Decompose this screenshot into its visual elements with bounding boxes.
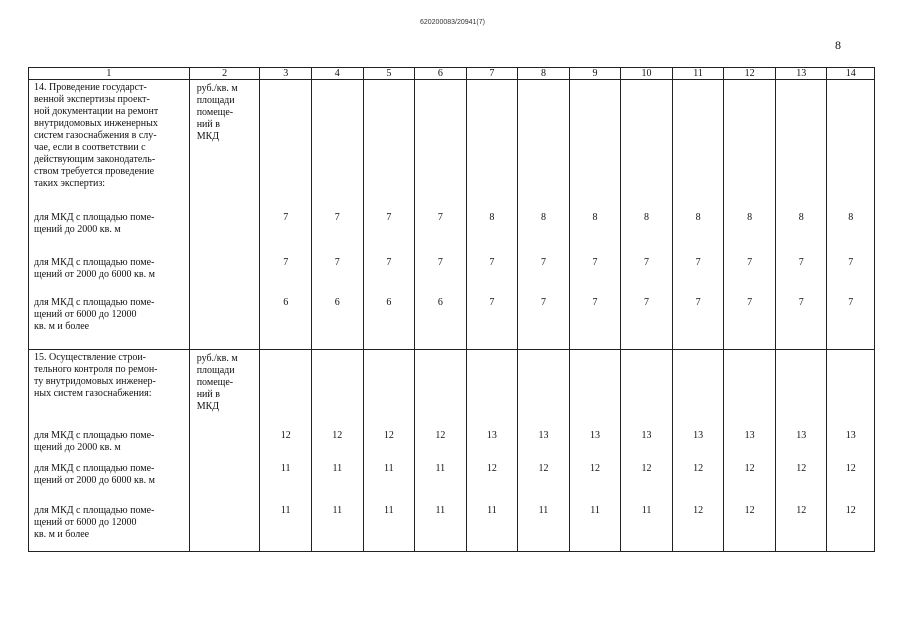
unit-line: помеще-: [196, 107, 234, 118]
value-column-11: [672, 80, 724, 350]
value-column-3: [260, 350, 312, 552]
value-cell: 13: [641, 430, 652, 441]
column-number-1: 1: [29, 68, 190, 80]
value-cell: 13: [693, 430, 704, 441]
value-cell: 7: [798, 297, 804, 308]
value-cell: 11: [487, 505, 497, 516]
value-cell: 7: [334, 257, 340, 268]
subrow-label-line: кв. м и более: [34, 529, 90, 540]
unit-line: руб./кв. м: [196, 353, 238, 364]
value-cell: 7: [644, 257, 650, 268]
subrow-label-line: щений от 2000 до 6000 кв. м: [34, 269, 155, 280]
subrow-label-line: для МКД с площадью поме-: [34, 505, 155, 516]
value-column-4: [312, 350, 364, 552]
section-title-line: ту внутридомовых инженер-: [34, 376, 156, 387]
value-cell: 12: [383, 430, 394, 441]
value-column-5: [363, 80, 415, 350]
unit-line: МКД: [196, 401, 220, 412]
subrow-label-line: кв. м и более: [34, 321, 90, 332]
subrow-label-line: щений от 6000 до 12000: [34, 309, 137, 320]
value-cell: 11: [435, 463, 446, 474]
value-cell: 6: [437, 297, 443, 308]
subrow-label-line: для МКД с площадью поме-: [34, 463, 155, 474]
value-cell: 7: [747, 257, 753, 268]
column-number-11: 11: [672, 68, 724, 80]
value-cell: 12: [486, 463, 497, 474]
value-cell: 13: [744, 430, 755, 441]
value-cell: 7: [437, 212, 443, 223]
column-number-7: 7: [466, 68, 518, 80]
column-number-10: 10: [621, 68, 673, 80]
value-cell: 7: [540, 257, 546, 268]
value-cell: 8: [592, 212, 598, 223]
column-number-12: 12: [724, 68, 776, 80]
section-title-line: систем газоснабжения в слу-: [34, 130, 157, 141]
value-cell: 8: [747, 212, 753, 223]
value-cell: 12: [796, 505, 807, 516]
subrow-label-line: для МКД с площадью поме-: [34, 212, 155, 223]
value-cell: 12: [590, 463, 600, 474]
value-cell: 13: [796, 430, 807, 441]
unit-cell: [189, 350, 260, 552]
section-title-line: чае, если в соответствии с: [34, 142, 146, 153]
value-column-12: [724, 350, 776, 552]
value-cell: 11: [538, 505, 549, 516]
value-column-13: [775, 80, 827, 350]
value-cell: 11: [590, 505, 600, 516]
subrow-label: [34, 212, 185, 257]
section-title-line: ством требуется проведение: [34, 166, 155, 177]
value-cell: 6: [334, 297, 340, 308]
value-cell: 8: [798, 212, 804, 223]
value-cell: 7: [848, 297, 854, 308]
value-cell: 11: [280, 463, 291, 474]
value-cell: 12: [845, 463, 856, 474]
section-title-line: внутридомовых инженерных: [34, 118, 158, 129]
value-cell: 11: [332, 463, 343, 474]
section-title-line: 15. Осуществление строи-: [34, 352, 146, 363]
value-column-5: [363, 350, 415, 552]
value-cell: 11: [384, 505, 394, 516]
value-cell: 7: [848, 257, 854, 268]
value-cell: 7: [592, 257, 598, 268]
value-cell: 7: [695, 257, 701, 268]
subrow-label-line: щений от 2000 до 6000 кв. м: [34, 475, 155, 486]
column-number-2: 2: [189, 68, 260, 80]
value-cell: 7: [747, 297, 753, 308]
subrow-label-line: для МКД с площадью поме-: [34, 257, 155, 268]
value-cell: 12: [693, 463, 704, 474]
value-column-11: [672, 350, 724, 552]
value-cell: 8: [695, 212, 701, 223]
value-column-14: [827, 80, 875, 350]
section-title-line: 14. Проведение государст-: [34, 82, 147, 93]
value-column-10: [621, 350, 673, 552]
unit-line: ний в: [196, 389, 220, 400]
value-cell: 7: [798, 257, 804, 268]
value-column-8: [518, 80, 570, 350]
value-cell: 12: [744, 463, 755, 474]
value-cell: 11: [384, 463, 394, 474]
value-cell: 12: [435, 430, 446, 441]
value-column-6: [415, 350, 467, 552]
unit-line: помеще-: [196, 377, 234, 388]
value-column-7: [466, 350, 518, 552]
section-title-line: венной экспертизы проект-: [34, 94, 150, 105]
value-cell: 12: [845, 505, 856, 516]
value-cell: 7: [386, 257, 392, 268]
section-description: [29, 350, 190, 552]
value-cell: 11: [641, 505, 652, 516]
value-cell: 11: [280, 505, 291, 516]
section-title: [34, 352, 185, 430]
section-title: [34, 82, 185, 212]
value-cell: 7: [644, 297, 650, 308]
subrow-label: [34, 257, 185, 297]
unit-line: руб./кв. м: [196, 83, 238, 94]
column-number-9: 9: [569, 68, 621, 80]
value-cell: 7: [437, 257, 443, 268]
subrow-label: [34, 463, 185, 505]
column-number-3: 3: [260, 68, 312, 80]
section-title-line: ных систем газоснабжения:: [34, 388, 152, 399]
section-title-line: тельного контроля по ремон-: [34, 364, 158, 375]
page-number: 8: [835, 38, 841, 52]
column-number-13: 13: [775, 68, 827, 80]
value-cell: 8: [644, 212, 650, 223]
value-cell: 12: [693, 505, 704, 516]
value-column-6: [415, 80, 467, 350]
value-column-3: [260, 80, 312, 350]
value-cell: 12: [744, 505, 755, 516]
value-cell: 8: [848, 212, 854, 223]
subrow-label: [34, 297, 185, 349]
subrow-label-line: щений до 2000 кв. м: [34, 224, 121, 235]
value-cell: 8: [489, 212, 495, 223]
value-cell: 12: [538, 463, 549, 474]
section-title-line: действующим законодатель-: [34, 154, 156, 165]
section-row-1: [29, 80, 875, 350]
column-number-14: 14: [827, 68, 875, 80]
value-cell: 7: [695, 297, 701, 308]
value-cell: 12: [332, 430, 343, 441]
tariff-table: [28, 67, 875, 552]
subrow-label-line: для МКД с площадью поме-: [34, 430, 155, 441]
value-cell: 7: [283, 257, 289, 268]
value-column-7: [466, 80, 518, 350]
subrow-label: [34, 430, 185, 463]
unit-line: площади: [196, 95, 235, 106]
document-id: 620200083/20941(7): [419, 19, 485, 26]
value-cell: 7: [334, 212, 340, 223]
value-cell: 13: [590, 430, 600, 441]
column-number-5: 5: [363, 68, 415, 80]
value-column-13: [775, 350, 827, 552]
subrow-label-line: щений от 6000 до 12000: [34, 517, 137, 528]
value-column-14: [827, 350, 875, 552]
unit-line: МКД: [196, 131, 220, 142]
value-column-9: [569, 350, 621, 552]
unit-line: ний в: [196, 119, 220, 130]
value-cell: 12: [796, 463, 807, 474]
value-cell: 11: [435, 505, 446, 516]
column-number-6: 6: [415, 68, 467, 80]
value-cell: 7: [386, 212, 392, 223]
column-number-4: 4: [312, 68, 364, 80]
value-cell: 6: [283, 297, 289, 308]
value-cell: 7: [283, 212, 289, 223]
value-cell: 7: [489, 257, 495, 268]
value-cell: 12: [280, 430, 291, 441]
unit-line: площади: [196, 365, 235, 376]
value-cell: 8: [540, 212, 546, 223]
value-cell: 6: [386, 297, 392, 308]
value-column-4: [312, 80, 364, 350]
column-number-8: 8: [518, 68, 570, 80]
value-cell: 11: [332, 505, 343, 516]
subrow-label: [34, 505, 185, 551]
value-column-9: [569, 80, 621, 350]
value-cell: 13: [845, 430, 856, 441]
value-cell: 13: [538, 430, 549, 441]
table-body: [29, 68, 875, 552]
column-number-row: [29, 68, 875, 80]
value-cell: 7: [592, 297, 598, 308]
value-cell: 7: [540, 297, 546, 308]
section-title-line: ной документации на ремонт: [34, 106, 159, 117]
value-cell: 12: [641, 463, 652, 474]
value-column-12: [724, 80, 776, 350]
section-description: [29, 80, 190, 350]
value-cell: 7: [489, 297, 495, 308]
section-title-line: таких экспертиз:: [34, 178, 106, 189]
section-row-2: [29, 350, 875, 552]
value-cell: 13: [486, 430, 497, 441]
subrow-label-line: для МКД с площадью поме-: [34, 297, 155, 308]
subrow-label-line: щений до 2000 кв. м: [34, 442, 121, 453]
unit-cell: [189, 80, 260, 350]
value-column-10: [621, 80, 673, 350]
value-column-8: [518, 350, 570, 552]
